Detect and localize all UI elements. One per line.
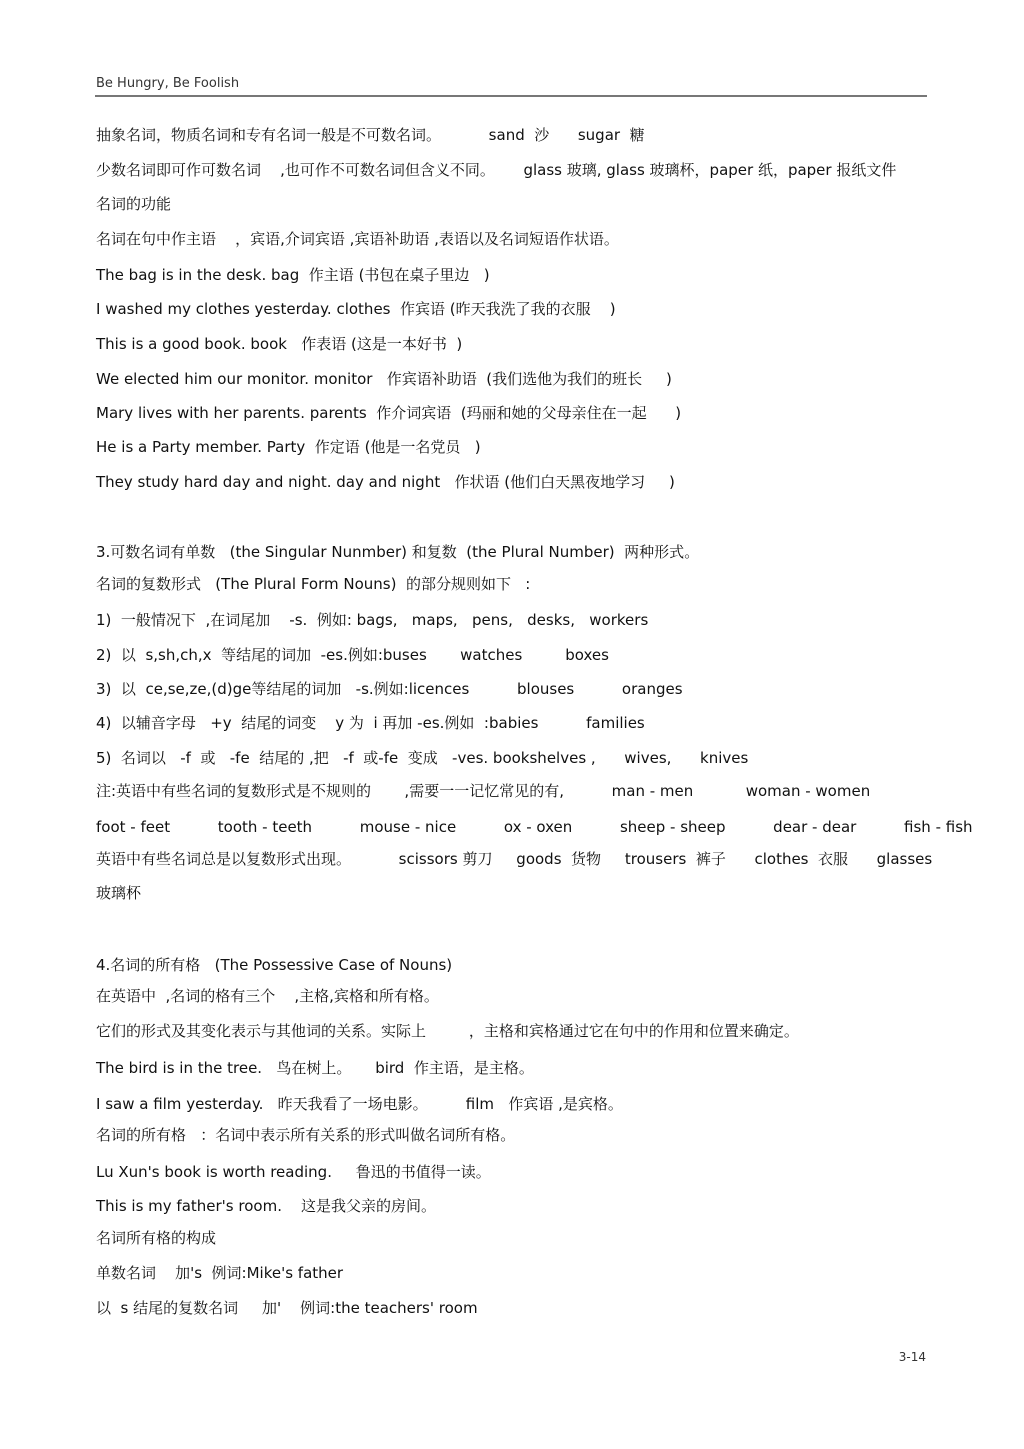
text-line: 名词在句中作主语 ，宾语,介词宾语 ,宾语补助语 ,表语以及名词短语作状语。 (96, 230, 619, 248)
section-heading-3: 3.可数名词有单数 (the Singular Nunmber) 和复数 (the Plural Number) 两种形式。 (96, 543, 700, 561)
text-line: He is a Party member. Party 作定语 (他是一名党员 ) (96, 438, 481, 456)
text-line: 名词的功能 (96, 195, 172, 213)
page-number: 3-14 (898, 1350, 926, 1364)
rule-3: 3) 以 ce,se,ze,(d)ge等结尾的词加 -s.例如:licences blouses oranges (96, 680, 683, 698)
rule-1: 1) 一般情况下 ,在词尾加 -s. 例如: bags, maps, pens, desks, workers (96, 611, 649, 629)
text-line: 单数名词 加's 例词:Mike's father (96, 1264, 344, 1282)
text-line: 名词的复数形式 (The Plural Form Nouns) 的部分规则如下 : (96, 575, 531, 593)
text-line: 英语中有些名词总是以复数形式出现。 scissors 剪刀 goods 货物 trousers 裤子 clothes 衣服 glasses (96, 850, 933, 868)
text-line: 以 s 结尾的复数名词 加' 例词:the teachers' room (96, 1299, 478, 1317)
text-line: The bird is in the tree. 鸟在树上。 bird 作主语，是主格。 (96, 1059, 534, 1077)
text-line: 它们的形式及其变化表示与其他词的关系。实际上 ，主格和宾格通过它在句中的作用和位置来确定。 (96, 1022, 799, 1040)
text-line: Mary lives with her parents. parents 作介词宾语 (玛丽和她的父母亲住在一起 ) (96, 404, 682, 422)
section-heading-4: 4.名词的所有格 (The Possessive Case of Nouns) (96, 956, 453, 974)
rule-2: 2) 以 s,sh,ch,x 等结尾的词加 -es.例如:buses watches boxes (96, 646, 609, 664)
text-line: 名词所有格的构成 (96, 1229, 217, 1247)
text-line: This is a good book. book 作表语 (这是一本好书 ) (96, 335, 463, 353)
text-line: Lu Xun's book is worth reading. 鲁迅的书值得一读。 (96, 1163, 491, 1181)
text-line: 抽象名词，物质名词和专有名词一般是不可数名词。 sand 沙 sugar 糖 (96, 126, 645, 144)
text-line: 玻璃杯 (96, 884, 142, 902)
text-line: 注:英语中有些名词的复数形式是不规则的 ,需要一一记忆常见的有, man - men woman - women (96, 782, 871, 800)
text-line: This is my father's room. 这是我父亲的房间。 (96, 1197, 437, 1215)
rule-4: 4) 以辅音字母 +y 结尾的词变 y 为 i 再加 -es.例如 :babies families (96, 714, 645, 732)
header-rule (95, 95, 927, 97)
text-line: foot - feet tooth - teeth mouse - nice ox - oxen sheep - sheep dear - dear fish - fish (96, 818, 973, 836)
text-line: I washed my clothes yesterday. clothes 作宾语 (昨天我洗了我的衣服 ) (96, 300, 616, 318)
text-line: 名词的所有格 ：名词中表示所有关系的形式叫做名词所有格。 (96, 1126, 516, 1144)
text-line: The bag is in the desk. bag 作主语 (书包在桌子里边 ) (96, 266, 490, 284)
text-line: We elected him our monitor. monitor 作宾语补助语 (我们选他为我们的班长 ) (96, 370, 672, 388)
rule-5: 5) 名词以 -f 或 -fe 结尾的 ,把 -f 或-fe 变成 -ves. bookshelves , wives, knives (96, 749, 749, 767)
text-line: They study hard day and night. day and night 作状语 (他们白天黑夜地学习 ) (96, 473, 675, 491)
page-header: Be Hungry, Be Foolish (96, 76, 240, 91)
text-line: 少数名词即可作可数名词 ,也可作不可数名词但含义不同。 glass 玻璃, glass 玻璃杯，paper 纸，paper 报纸文件 (96, 161, 897, 179)
text-line: 在英语中 ,名词的格有三个 ,主格,宾格和所有格。 (96, 987, 439, 1005)
text-line: I saw a film yesterday. 昨天我看了一场电影。 film 作宾语 ,是宾格。 (96, 1095, 623, 1113)
